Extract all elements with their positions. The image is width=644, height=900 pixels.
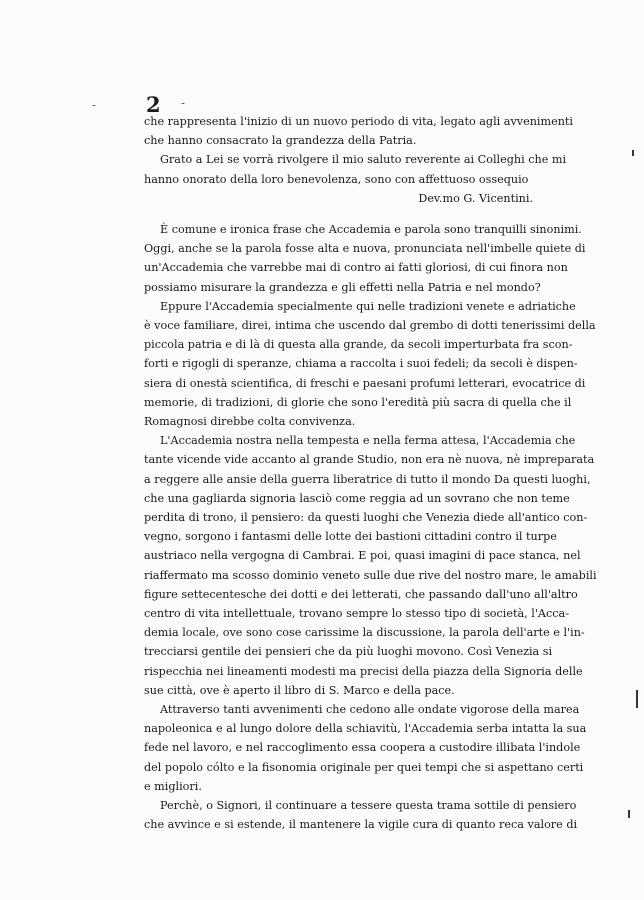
text-line: trecciarsi gentile dei pensieri che da più luoghi movono. Così Venezia si <box>144 645 553 659</box>
text-line: tante vicende vide accanto al grande Studio, non era nè nuova, nè impreparata <box>144 453 595 467</box>
paragraph <box>144 431 597 700</box>
text-line: fede nel lavoro, e nel raccoglimento essa coopera a custodire illibata l'indole <box>144 741 581 755</box>
letter-line: che rappresenta l'inizio di un nuovo periodo di vita, legato agli avvenimenti <box>144 115 573 128</box>
text-line: figure settecentesche dei dotti e dei letterati, che passando dall'uno all'altro <box>144 587 578 601</box>
essay-body <box>144 220 597 835</box>
text-line: a reggere alle ansie della guerra liberatrice di tutto il mondo Da questi luoghi, <box>144 472 591 486</box>
text-line: Romagnosi direbbe colta convivenza. <box>144 415 356 429</box>
text-line: Eppure l'Accademia specialmente qui nelle tradizioni venete e adriatiche <box>160 299 576 313</box>
signature: Dev.mo G. Vicentini. <box>418 191 533 205</box>
paragraph <box>144 700 587 796</box>
text-line: un'Accademia che varrebbe mai di contro ai fatti gloriosi, di cui finora non <box>144 261 568 275</box>
text-line: memorie, di tradizioni, di glorie che sono l'eredità più sacra di quella che il <box>144 395 572 409</box>
text-line: È comune e ironica frase che Accademia e parola sono tranquilli sinonimi. <box>160 223 582 236</box>
text-line: rispecchia nei lineamenti modesti ma precisi della piazza della Signoria delle <box>144 664 583 678</box>
text-line: è voce familiare, direi, intima che uscendo dal grembo di dotti tenerissimi della <box>144 319 596 333</box>
text-line: centro di vita intellettuale, trovano sempre lo stesso tipo di società, l'Acca- <box>144 607 569 621</box>
margin-dash-mark: - <box>181 96 186 110</box>
paragraph <box>144 796 578 834</box>
text-line: austriaco nella vergogna di Cambrai. E poi, quasi imagini di pace stanca, nel <box>144 549 581 563</box>
text-line: siera di onestà scientifica, di freschi e paesani profumi letterari, evocatrice di <box>144 376 586 390</box>
text-line: riaffermato ma scosso dominio veneto sulle due rive del nostro mare, le amabili <box>144 568 597 582</box>
text-line: Oggi, anche se la parola fosse alta e nuova, pronunciata nell'imbelle quiete di <box>144 242 586 256</box>
text-line: demia locale, ove sono cose carissime la discussione, la parola dell'arte e l'in- <box>144 626 585 640</box>
text-line: forti e rigogli di speranze, chiama a raccolta i suoi fedeli; da secoli è dispen- <box>144 357 578 371</box>
text-line: perdita di trono, il pensiero: da questi luoghi che Venezia diede all'antico con- <box>144 511 588 525</box>
text-line: e migliori. <box>144 779 202 793</box>
text-line: Perchè, o Signori, il continuare a tessere questa trama sottile di pensiero <box>160 799 577 813</box>
text-line: del popolo cólto e la fisonomia originale per quei tempi che si aspettano certi <box>144 760 584 774</box>
text-line: che una gagliarda signoria lasciò come reggia ad un sovrano che non teme <box>144 491 570 505</box>
letter-line: Grato a Lei se vorrà rivolgere il mio saluto reverente ai Colleghi che mi <box>160 153 567 167</box>
text-line: vegno, sorgono i fantasmi delle lotte dei bastioni cittadini contro il turpe <box>144 530 557 544</box>
text-line: napoleonica e al lungo dolore della schiavitù, l'Accademia serba intatta la sua <box>144 722 587 736</box>
margin-dash-mark: - <box>92 98 97 112</box>
text-line: L'Accademia nostra nella tempesta e nella ferma attesa, l'Accademia che <box>160 434 576 448</box>
text-line: Attraverso tanti avvenimenti che cedono alle ondate vigorose della marea <box>160 703 580 717</box>
scan-edge-mark <box>632 150 634 156</box>
text-line: possiamo misurare la grandezza e gli effetti nella Patria e nel mondo? <box>144 280 541 294</box>
scan-edge-mark <box>636 690 638 708</box>
scan-edge-mark <box>628 810 630 818</box>
text-line: piccola patria e di là di questa alla grande, da secoli imperturbata fra scon- <box>144 338 573 352</box>
text-line: sue città, ove è aperto il libro di S. Marco e della pace. <box>144 683 455 697</box>
paragraph <box>144 297 596 431</box>
paragraph <box>144 220 586 297</box>
letter-closing <box>144 112 573 208</box>
text-line: che avvince e si estende, il mantenere la vigile cura di quanto reca valore di <box>144 818 578 832</box>
letter-line: che hanno consacrato la grandezza della Patria. <box>144 134 417 148</box>
letter-line: hanno onorato della loro benevolenza, sono con affettuoso ossequio <box>144 172 529 186</box>
page-number: 2 <box>146 92 161 117</box>
